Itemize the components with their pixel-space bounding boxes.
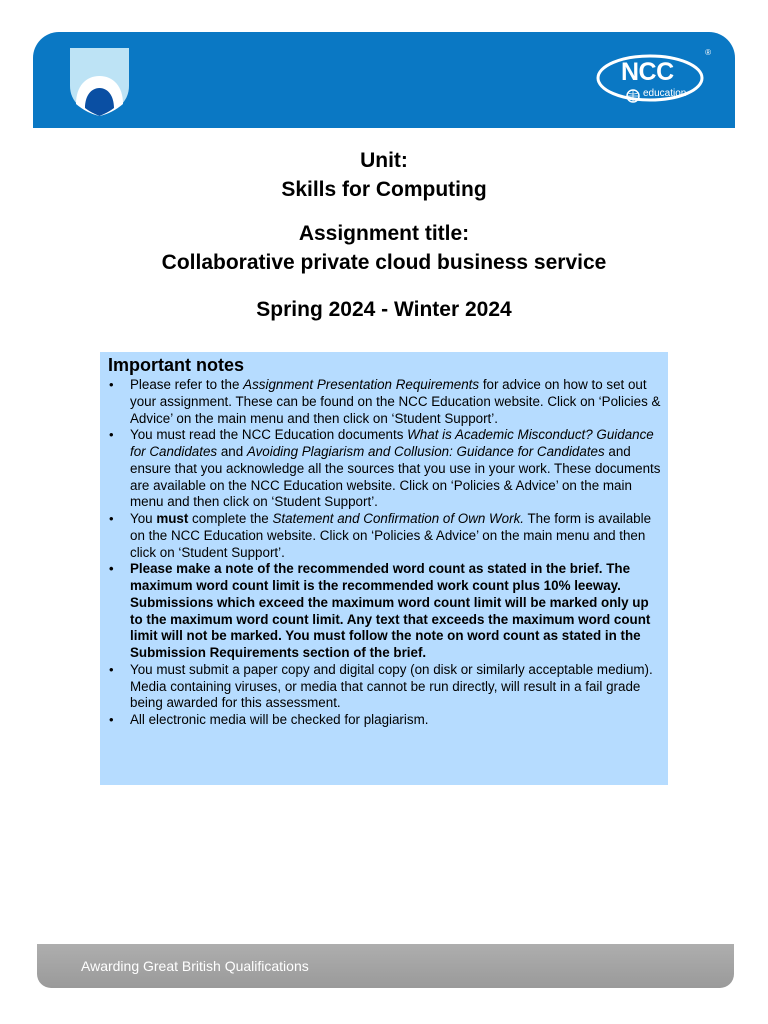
footer-tagline: Awarding Great British Qualifications [81,958,309,974]
notes-heading: Important notes [108,355,245,375]
unit-label: Unit: [360,149,408,172]
note-text: You must read the NCC Education documents [130,427,408,443]
ncc-logo-subtext: education [643,88,687,99]
note-emphasis: Avoiding Plagiarism and Collusion: Guidance for Candidates [246,444,605,459]
unit-name: Skills for Computing [281,178,487,201]
registered-mark: ® [705,48,711,57]
assignment-name: Collaborative private cloud business service [161,251,607,274]
note-item-presentation [108,377,662,427]
note-text: Please refer to the [130,377,244,392]
important-notes-box [100,352,668,785]
note-item-statement [108,511,662,561]
assignment-label: Assignment title: [298,222,470,245]
note-emphasis: What is Academic Misconduct? Guidance for Candidates [130,427,654,459]
note-item-word-count: • Please make a note of the recommended word count as stated in the brief. The maximum word count limit is the recommended work count plus 10% leeway. Submissions which exceed the maximum word count limit will be marked only up to the maximum word count limit. Any text that exceeds the maximum word count limit will not be marked. You must follow the note on word count as stated in the Submission Requirements section of the brief. [108,561,662,662]
footer-bar [37,944,734,988]
note-emphasis: Assignment Presentation Requirements [243,377,480,392]
notes-list [108,377,662,729]
note-strong: must [156,511,189,526]
note-emphasis: Statement and Confirmation of Own Work. [272,511,525,526]
note-text: The form is available on the NCC Education website. Click on ‘Policies & Advice’ on the main menu and then click on ‘Student Support’. [130,511,652,560]
note-text: for advice on how to set out your assignment. These can be found on the NCC Education website. Click on ‘Policies & Advice’ on the main menu and then click on ‘Student Support’. [130,377,661,426]
crest-logo-icon [68,46,131,118]
note-text: and ensure that you acknowledge all the sources that you use in your work. These documents are available on the NCC Education website. Click on ‘Policies & Advice’ on the main menu and then click on ‘Student Support’. [130,444,661,510]
note-text: complete the [188,511,273,526]
assessment-period: Spring 2024 - Winter 2024 [256,298,512,321]
header-banner [33,32,735,128]
note-item-submission-media: • You must submit a paper copy and digital copy (on disk or similarly acceptable medium). Media containing viruses, or media that cannot be run directly, will result in a fail grade being awarded for this assessment. [108,662,662,712]
note-text: and [217,444,247,459]
note-item-misconduct [108,427,662,511]
note-text: You [130,511,157,526]
ncc-logo-text: NCC [621,58,674,86]
title-block [0,146,768,324]
ncc-education-logo [595,48,715,112]
note-item-plagiarism: • All electronic media will be checked for plagiarism. [108,712,662,729]
